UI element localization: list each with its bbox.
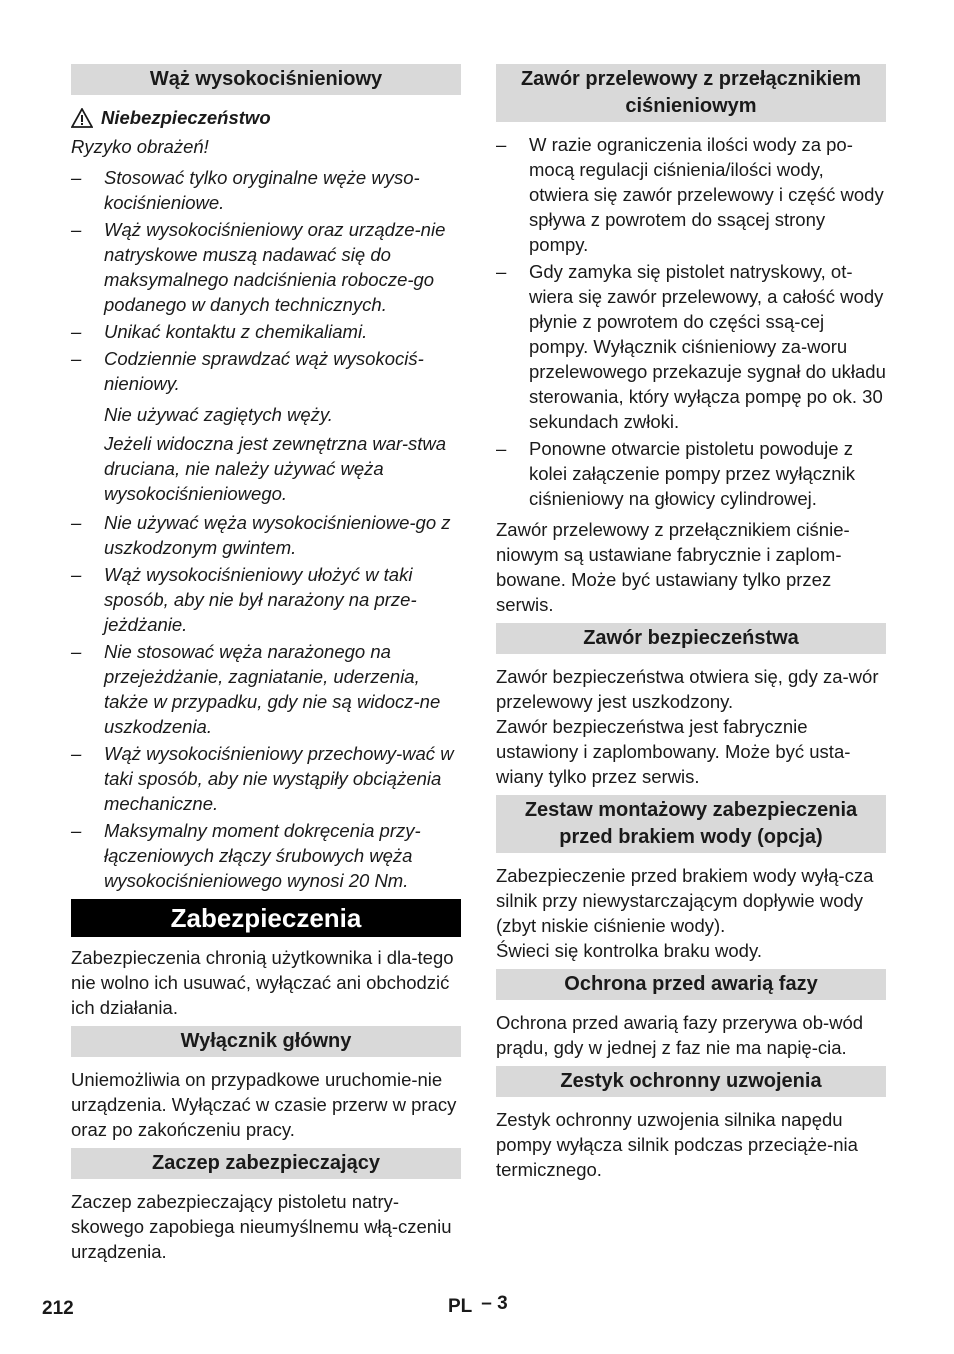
- hose-heading: Wąż wysokociśnieniowy: [71, 64, 461, 95]
- phase-text: Ochrona przed awarią fazy przerywa ob-wód prądu, gdy w jednej z faz nie ma napię-cia.: [496, 1012, 864, 1058]
- left-column: [71, 64, 461, 1270]
- danger-label: Niebezpieczeństwo: [101, 107, 271, 128]
- page-number: 212: [42, 1298, 74, 1319]
- main-switch-heading: Wyłącznik główny: [71, 1026, 461, 1057]
- list-item: – Stosować tylko oryginalne węże wyso-kociśnieniowe.: [71, 167, 420, 213]
- winding-text: Zestyk ochronny uzwojenia silnika napędu pompy wyłącza silnik podczas przeciąże-nia termicznego.: [496, 1109, 858, 1180]
- safety-valve-heading: Zawór bezpieczeństwa: [496, 623, 886, 654]
- risk-text: Ryzyko obrażeń!: [71, 136, 209, 157]
- catch-text: Zaczep zabezpieczający pistoletu natry-skowego zapobiega nieumyślnemu włą-czeniu urządzenia.: [71, 1191, 452, 1262]
- sub-page-number: – 3: [481, 1293, 508, 1314]
- hose-list-2: [71, 510, 461, 893]
- overflow-list: [496, 132, 886, 511]
- list-item: – W razie ograniczenia ilości wody za po-mocą regulacji ciśnienia/ilości wody, otwiera się zawór przelewowy i część wody spływa z powrotem do ssącej strony pompy.: [496, 134, 884, 255]
- overflow-text: Zawór przelewowy z przełącznikiem ciśnie-niowym są ustawiane fabrycznie i zaplom-bowane. Może być ustawiany tylko przez serwis.: [496, 519, 850, 615]
- water-kit-text-2: Świeci się kontrolka braku wody.: [496, 940, 762, 961]
- sub-text-1: Nie używać zagiętych węży.: [104, 404, 333, 425]
- list-item: – Wąż wysokociśnieniowy przechowy-wać w taki sposób, aby nie wystąpiły obciążenia mechaniczne.: [71, 743, 454, 814]
- phase-heading: Ochrona przed awarią fazy: [496, 969, 886, 1000]
- footer-lang: [448, 1293, 508, 1318]
- main-switch-text: Uniemożliwia on przypadkowe uruchomie-nie urządzenia. Wyłączać w czasie przerw w pracy oraz po zakończeniu pracy.: [71, 1069, 457, 1140]
- list-item: – Maksymalny moment dokręcenia przy-łączeniowych złączy śrubowych węża wysokociśnieniowego wynosi 20 Nm.: [71, 820, 421, 891]
- list-item: – Nie stosować węża narażonego na przejeżdżanie, zagniatanie, uderzenia, także w przypadku, gdy nie są widocz-ne uszkodzenia.: [71, 641, 441, 737]
- list-item: – Codziennie sprawdzać wąż wysokociś-nieniowy.: [71, 348, 424, 394]
- winding-heading: Zestyk ochronny uzwojenia: [496, 1066, 886, 1097]
- list-item: – Ponowne otwarcie pistoletu powoduje z kolei załączenie pompy przez wyłącznik ciśnieniowy na głowicy cylindrowej.: [496, 438, 855, 509]
- danger-notice: [71, 105, 461, 130]
- safety-valve-text-2: Zawór bezpieczeństwa jest fabrycznie ustawiony i zaplombowany. Może być usta-wiany tylko przez serwis.: [496, 716, 851, 787]
- safety-heading: Zabezpieczenia: [71, 899, 461, 937]
- list-item: – Wąż wysokociśnieniowy ułożyć w taki sposób, aby nie był narażony na prze-jeżdżanie.: [71, 564, 417, 635]
- warning-triangle-icon: [71, 108, 93, 128]
- right-column: [496, 64, 886, 1188]
- list-item: – Wąż wysokociśnieniowy oraz urządze-nie natryskowe muszą nadawać się do maksymalnego nadciśnienia robocze-go podanego w danych technicznych.: [71, 219, 446, 315]
- list-item: – Unikać kontaktu z chemikaliami.: [71, 321, 368, 342]
- overflow-valve-heading: Zawór przelewowy z przełącznikiem ciśnieniowym: [496, 64, 886, 122]
- catch-heading: Zaczep zabezpieczający: [71, 1148, 461, 1179]
- safety-valve-text-1: Zawór bezpieczeństwa otwiera się, gdy za-wór przelewowy jest uszkodzony.: [496, 666, 879, 712]
- water-kit-text-1: Zabezpieczenie przed brakiem wody wyłą-cza silnik przy niewystarczającym dopływie wody (zbyt niskie ciśnienie wody).: [496, 865, 874, 936]
- language-code: PL: [448, 1296, 472, 1317]
- list-item: – Gdy zamyka się pistolet natryskowy, ot-wiera się zawór przelewowy, a całość wody płynie z powrotem do części ssą-cej pompy. Wyłącznik ciśnieniowy za-woru przelewowego przekazuje sygnał do układu sterowania, który wyłącza pompę po ok. 30 sekundach zwłoki.: [496, 261, 886, 432]
- safety-text: Zabezpieczenia chronią użytkownika i dla-tego nie wolno ich usuwać, wyłączać ani obchodzić ich działania.: [71, 947, 454, 1018]
- sub-text-2: Jeżeli widoczna jest zewnętrzna war-stwa druciana, nie należy używać węża wysokociśnieniowego.: [104, 433, 447, 504]
- hose-list-1: [71, 165, 461, 396]
- list-item: – Nie używać węża wysokociśnieniowe-go z uszkodzonym gwintem.: [71, 512, 451, 558]
- water-kit-heading: Zestaw montażowy zabezpieczenia przed brakiem wody (opcja): [496, 795, 886, 853]
